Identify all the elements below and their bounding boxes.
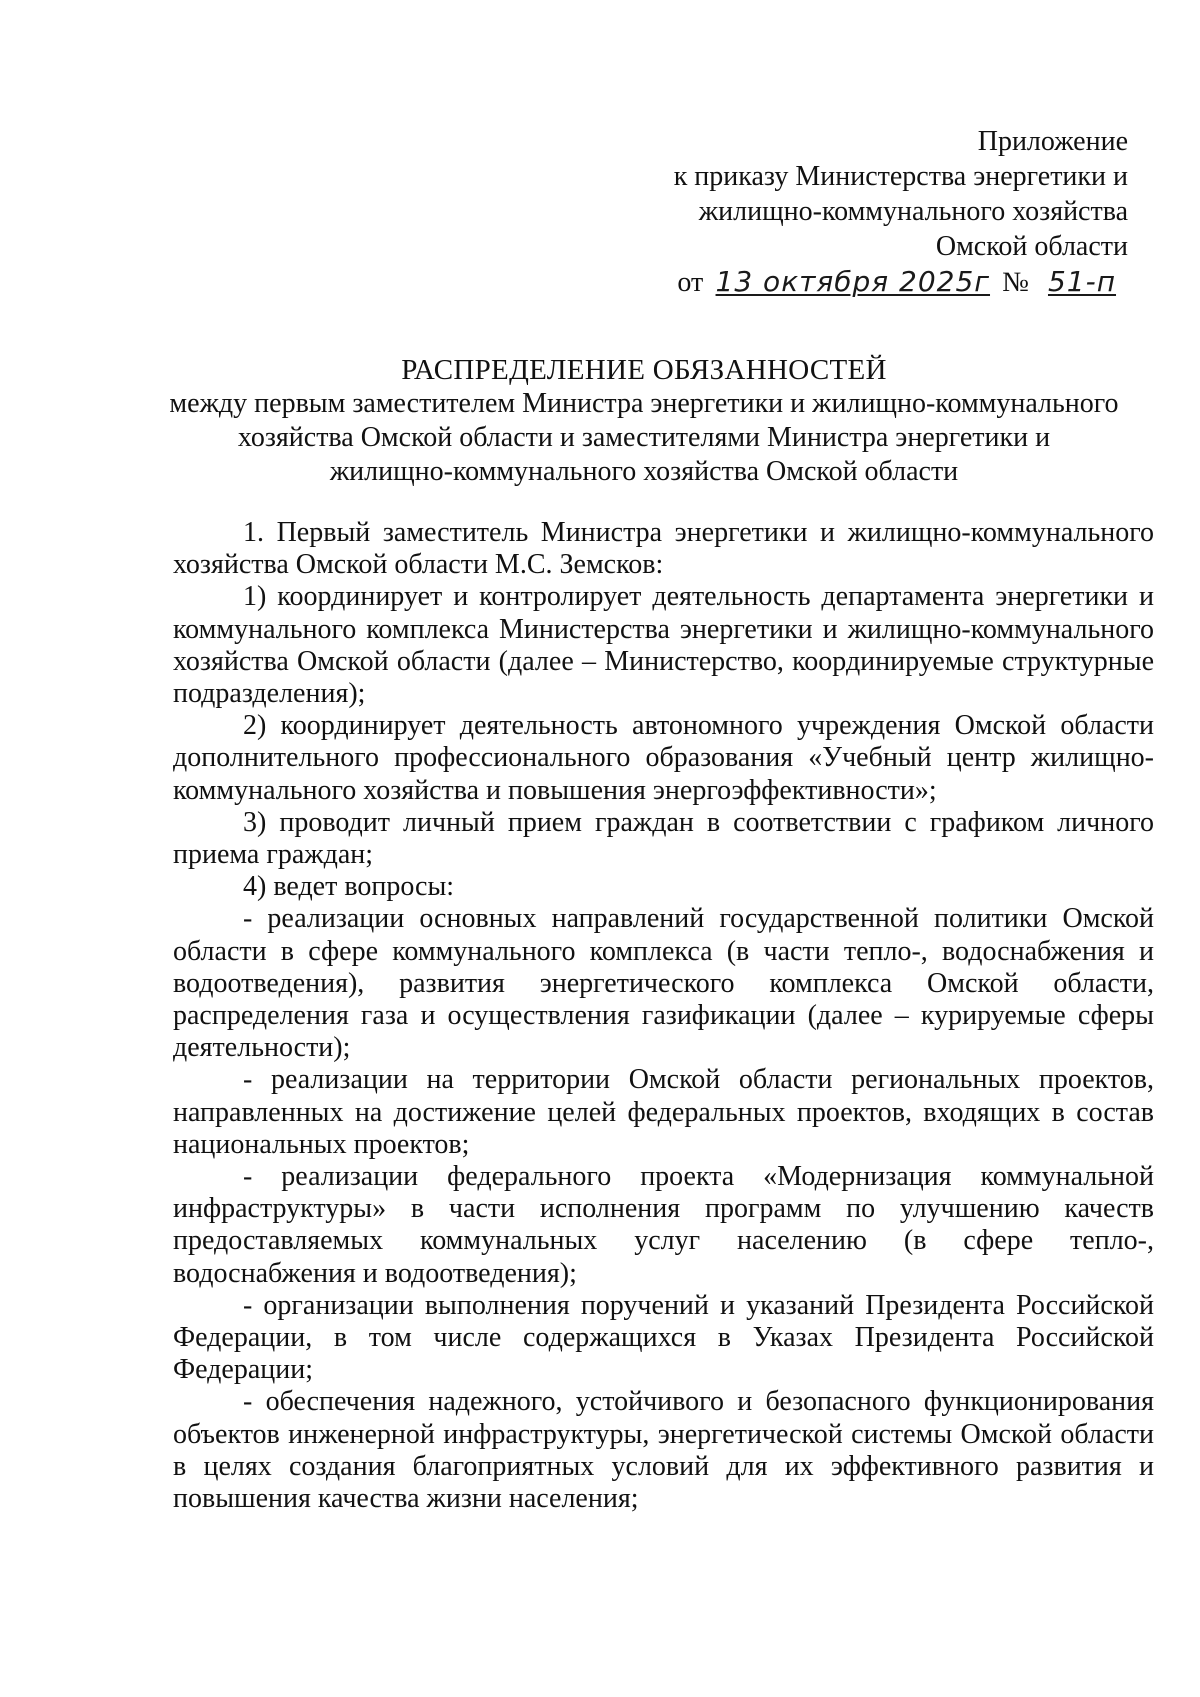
- document-body: [173, 517, 1154, 1515]
- document-subtitle-line-2: хозяйства Омской области и заместителями Министра энергетики и: [237, 422, 1051, 453]
- date-prefix: от: [677, 267, 704, 298]
- paragraph-bullet-1: - реализации основных направлений государственной политики Омской области в сфере коммунального комплекса (в части тепло-, водоснабжения и водоотведения), развития энергетического комплекса Омской области, распределения газа и осуществления газификации (далее – курируемые сферы деятельности);: [173, 903, 1154, 1064]
- appendix-header: [608, 124, 1128, 300]
- paragraph-item-2: 2) координирует деятельность автономного учреждения Омской области дополнительного профессионального образования «Учебный центр жилищно-коммунального хозяйства и повышения энергоэффективности»;: [173, 710, 1154, 806]
- paragraph-bullet-5: - обеспечения надежного, устойчивого и безопасного функционирования объектов инженерной инфраструктуры, энергетической системы Омской области в целях создания благоприятных условий для их эффективного развития и повышения качества жизни населения;: [173, 1386, 1154, 1515]
- appendix-region: Омской области: [935, 231, 1128, 262]
- appendix-title: Приложение: [977, 126, 1128, 157]
- paragraph-bullet-4: - организации выполнения поручений и указаний Президента Российской Федерации, в том числе содержащихся в Указах Президента Российской Федерации;: [173, 1289, 1154, 1386]
- paragraph-bullet-2: - реализации на территории Омской области региональных проектов, направленных на достижение целей федеральных проектов, входящих в состав национальных проектов;: [173, 1064, 1154, 1160]
- appendix-order-ref: к приказу Министерства энергетики и: [673, 161, 1128, 192]
- appendix-ministry: жилищно-коммунального хозяйства: [698, 196, 1128, 227]
- handwritten-date: 13 октября 2025г: [715, 265, 991, 298]
- paragraph-item-3: 3) проводит личный прием граждан в соответствии с графиком личного приема граждан;: [173, 806, 1154, 871]
- paragraph-item-4: 4) ведет вопросы:: [243, 871, 455, 903]
- document-heading: [160, 353, 1128, 489]
- number-sign: №: [1002, 267, 1029, 298]
- document-subtitle-line-1: между первым заместителем Министра энергетики и жилищно-коммунального: [169, 388, 1119, 419]
- paragraph-item-1: 1) координирует и контролирует деятельность департамента энергетики и коммунального комплекса Министерства энергетики и жилищно-коммунального хозяйства Омской области (далее – Министерство, координируемые структурные подразделения);: [173, 581, 1154, 710]
- order-date-line: [608, 264, 1128, 300]
- paragraph-bullet-3: - реализации федерального проекта «Модернизация коммунальной инфраструктуры» в части исполнения программ по улучшению качеств предоставляемых коммунальных услуг населению (в сфере тепло-, водоснабжения и водоотведения);: [173, 1161, 1154, 1289]
- document-title: РАСПРЕДЕЛЕНИЕ ОБЯЗАННОСТЕЙ: [401, 354, 887, 386]
- paragraph-section-1: 1. Первый заместитель Министра энергетики и жилищно-коммунального хозяйства Омской области М.С. Земсков:: [173, 517, 1154, 581]
- document-subtitle-line-3: жилищно-коммунального хозяйства Омской области: [329, 456, 959, 487]
- handwritten-order-number: 51-п: [1047, 265, 1117, 298]
